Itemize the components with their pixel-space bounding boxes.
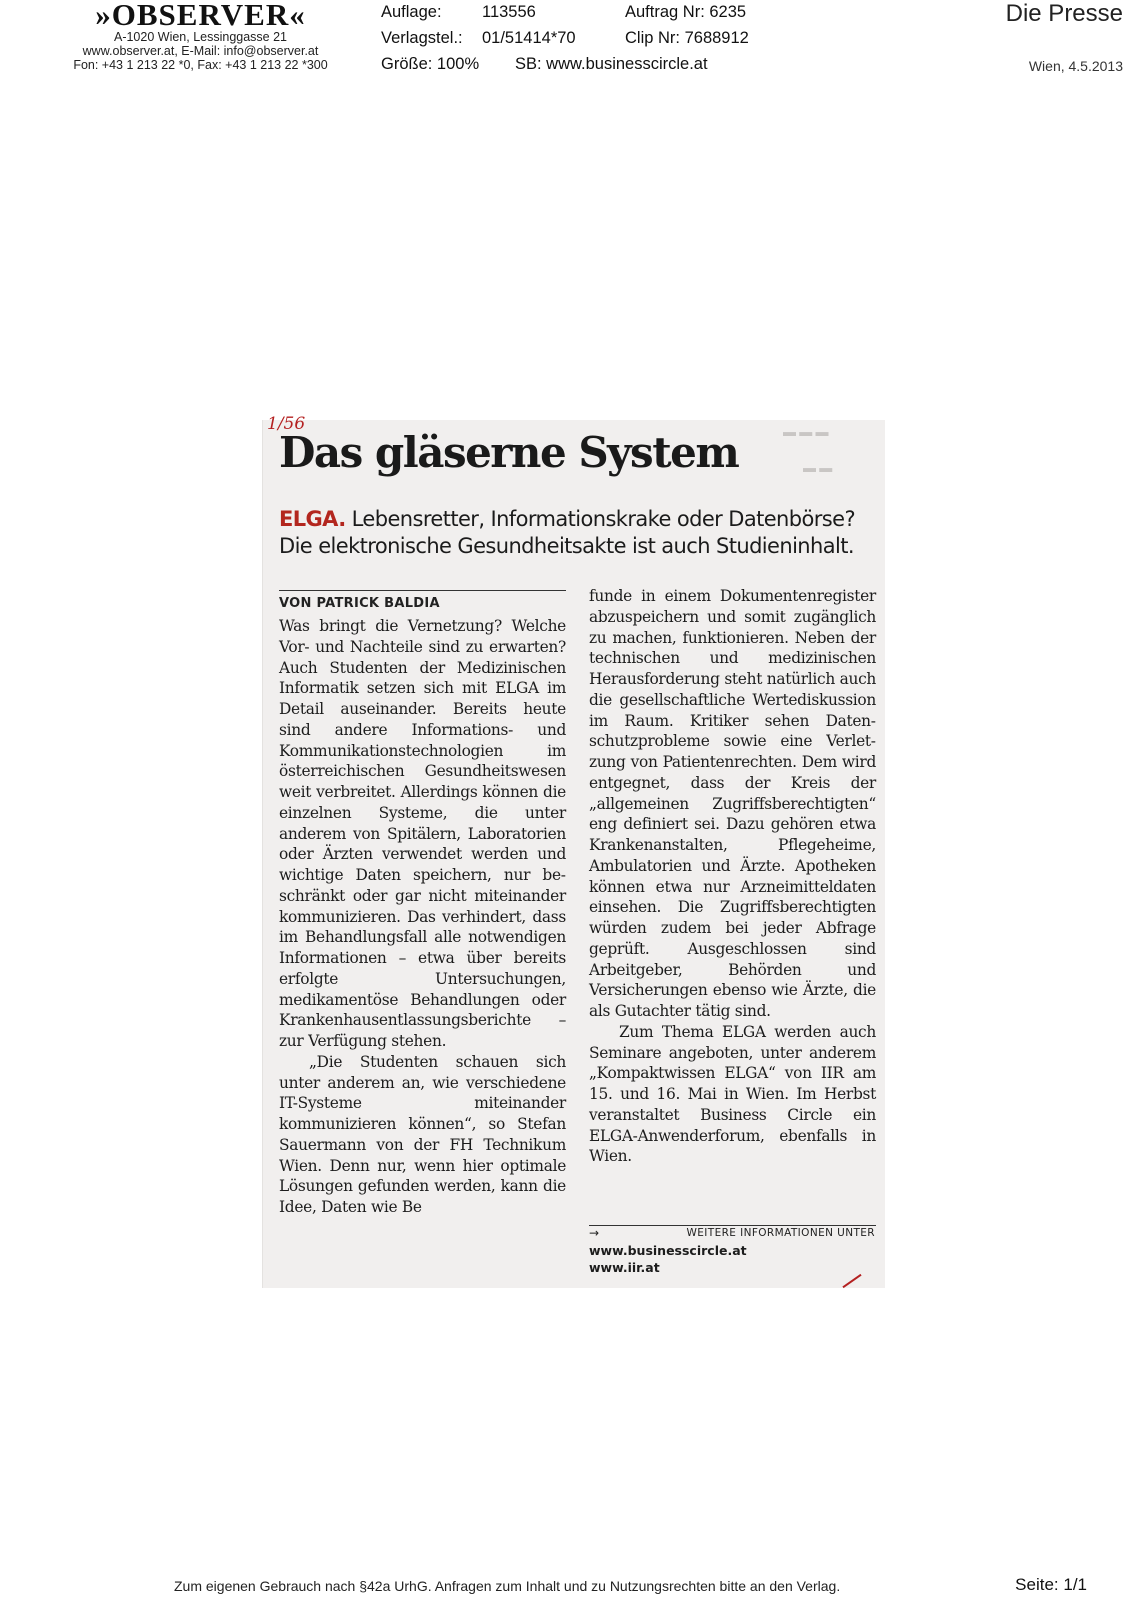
size-percent: Größe: 100% [381, 55, 480, 73]
article-kicker: ELGA. [279, 507, 346, 531]
bleed-through-decoration: ▬ ▬ ▬ [783, 424, 829, 439]
article-headline: Das gläserne System [279, 428, 739, 477]
more-info-label: WEITERE INFORMATIONEN UNTER [686, 1227, 875, 1239]
article-paragraph: funde in einem Dokumentenregister abzuspeichern und somit zugänglich zu machen, funktionieren. Neben der technischen und medizinischen Herausforderung steht natürlich auch die gesellschaftliche Wertediskussion im Raum. Kritiker sehen Datenschutzprobleme sowie eine Verletzung von Patientenrechten. Dem wird entgegnet, dass der Kreis der „allgemeinen Zugriffsberechtigten“ eng definiert sei. Dazu gehören etwa Krankenanstalten, Pflegeheime, Ambulatorien und Ärzte. Apotheken können etwa nur Arzneimitteldaten einsehen. Die Zugriffsberechtigten würden zudem bei jeder Abfrage geprüft. Ausgeschlossen sind Arbeitgeber, Behörden und Versicherungen ebenso wie Ärzte, die als Gutachter tätig sind. [589, 587, 876, 1020]
newspaper-name: Die Presse [1005, 0, 1123, 27]
article-paragraph: Was bringt die Vernetzung? Welche Vor- und Nachteile sind zu erwarten? Auch Studenten der Medizinischen Informatik setzen sich mit ELGA im Detail auseinander. Bereits heute sind andere Informations- und Kommunikationstechnologien im österreichischen Gesundheitswesen weit verbreitet. Allerdings können die einzelnen Systeme, die unter anderem von Spitälern, Laboratorien oder Ärzten verwendet werden und wichtige Daten speichern, nur beschränkt oder gar nicht miteinander kommunizieren. Das verhindert, dass im Behandlungsfall alle notwendigen Informationen – etwa über bereits erfolgte Untersuchungen, medikamentöse Behandlungen oder Krankenhausentlassungsberichte – zur Verfügung stehen. [279, 617, 566, 1050]
verlagstel-value: 01/51414*70 [482, 29, 576, 47]
observer-phone-fax: Fon: +43 1 213 22 *0, Fax: +43 1 213 22 *300 [73, 58, 328, 72]
article-paragraph: „Die Studenten schauen sich unter anderem an, wie verschiedene IT-Systeme miteinander kommunizieren können“, so Stefan Sauermann von der FH Technikum Wien. Denn nur, wenn hier optimale Lösungen gefunden werden, kann die Idee, Daten wie Be [279, 1052, 566, 1216]
page-number: Seite: 1/1 [1015, 1575, 1087, 1594]
arrow-right-icon: → [589, 1226, 600, 1240]
article-deck [279, 506, 879, 560]
article-deck-text: Lebensretter, Informationskrake oder Datenbörse? Die elektronische Gesundheitsakte ist auch Studieninhalt. [279, 507, 855, 558]
clip-number: Clip Nr: 7688912 [625, 29, 749, 47]
more-info-divider [589, 1225, 876, 1226]
auflage-value: 113556 [482, 3, 536, 21]
byline-divider [279, 590, 566, 591]
article-column-left [279, 616, 566, 1218]
auftrag-number: Auftrag Nr: 6235 [625, 3, 747, 21]
newspaper-clipping [262, 414, 885, 1288]
observer-logo: »OBSERVER« [95, 0, 306, 32]
handwritten-tick-mark [842, 1274, 861, 1288]
observer-web-email: www.observer.at, E-Mail: info@observer.at [82, 44, 319, 58]
article-paragraph: Zum Thema ELGA werden auch Seminare angeboten, unter anderem „Kompaktwissen ELGA“ von IIR am 15. und 16. Mai in Wien. Im Herbst veranstaltet Business Circle ein ELGA-Anwenderforum, ebenfalls in Wien. [589, 1022, 876, 1166]
article-byline: VON PATRICK BALDIA [279, 596, 440, 611]
link-iir[interactable]: www.iir.at [589, 1260, 660, 1275]
verlagstel-label: Verlagstel.: [381, 29, 463, 47]
observer-address: A-1020 Wien, Lessinggasse 21 [113, 30, 288, 44]
sb-website: SB: www.businesscircle.at [515, 55, 708, 73]
article-column-right [589, 586, 876, 1167]
observer-letterhead [28, 0, 373, 72]
copyright-note: Zum eigenen Gebrauch nach §42a UrhG. Anfragen zum Inhalt und zu Nutzungsrechten bitte an den Verlag. [174, 1578, 841, 1594]
bleed-through-decoration: ▬ ▬ [803, 460, 833, 475]
link-businesscircle[interactable]: www.businesscircle.at [589, 1243, 747, 1258]
publication-date: Wien, 4.5.2013 [1028, 58, 1123, 74]
auflage-label: Auflage: [381, 3, 442, 21]
handwritten-mark: 1/56 [267, 414, 306, 434]
